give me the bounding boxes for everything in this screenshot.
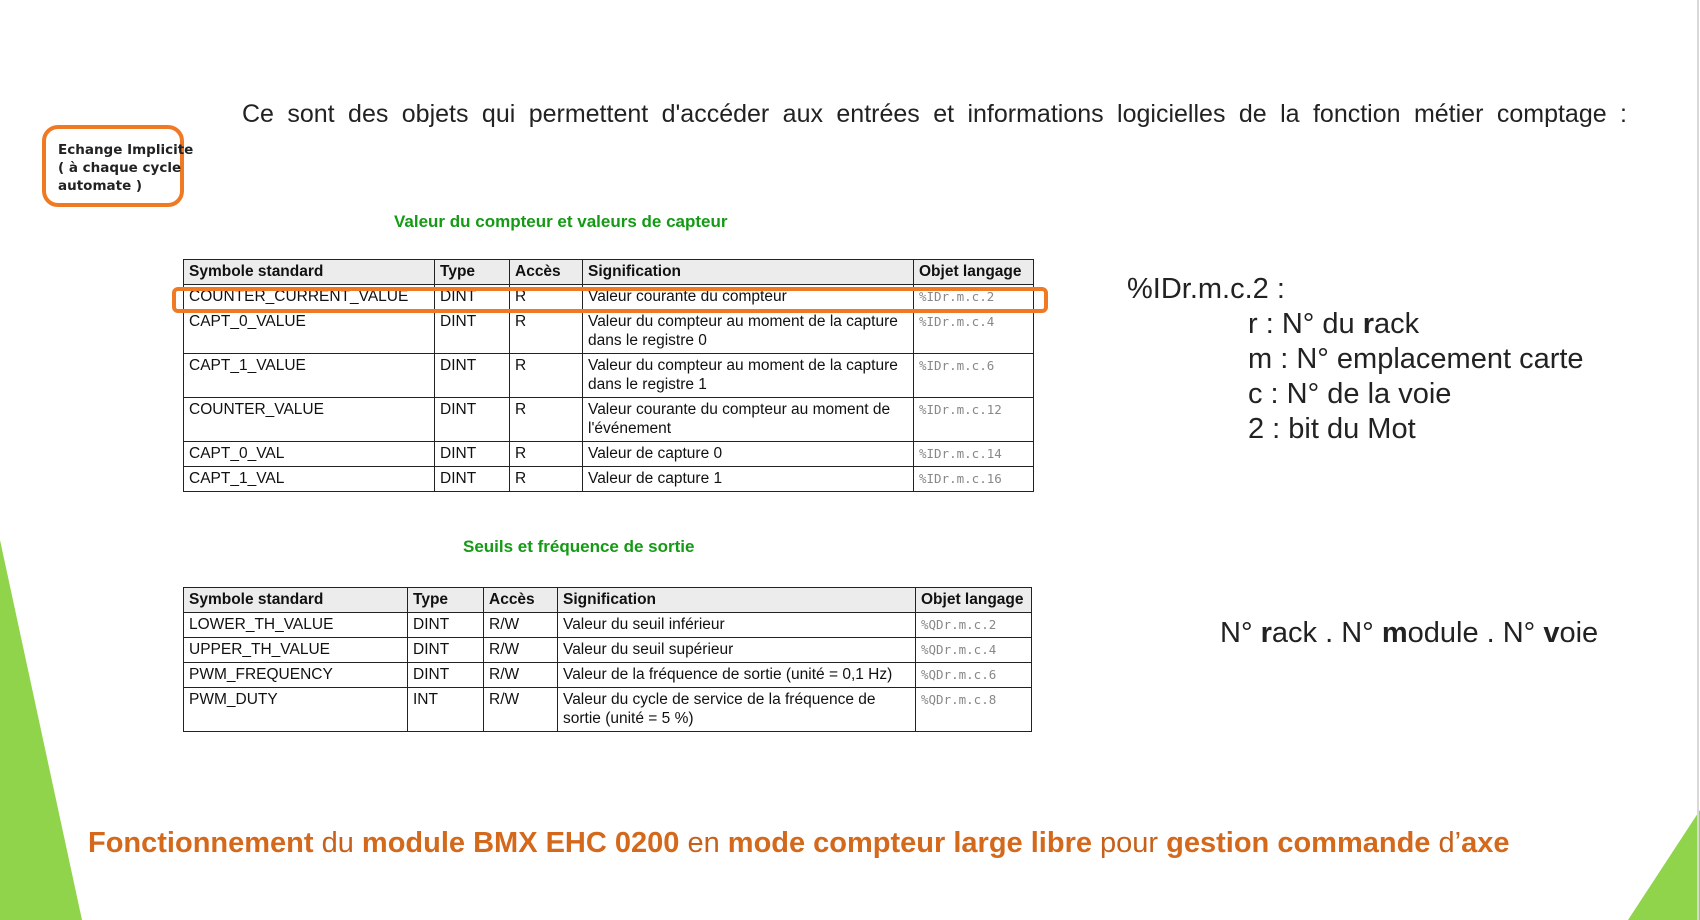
table-cell: COUNTER_VALUE	[184, 398, 435, 442]
badge-line: ( à chaque cycle	[58, 160, 182, 176]
table-cell: Valeur du seuil supérieur	[558, 638, 916, 663]
green-triangle-decoration-right	[1610, 0, 1700, 920]
table-row	[184, 613, 1032, 638]
text: oie	[1559, 617, 1599, 649]
table-row	[184, 442, 1034, 467]
table-cell: Valeur du cycle de service de la fréquence de sortie (unité = 5 %)	[558, 688, 916, 732]
table-cell: Valeur de la fréquence de sortie (unité = 0,1 Hz)	[558, 663, 916, 688]
badge-line: Echange Implicite	[58, 142, 194, 158]
table-cell: Valeur de capture 0	[583, 442, 914, 467]
table-cell: Valeur de capture 1	[583, 467, 914, 492]
badge-line: automate )	[58, 178, 143, 194]
footer-bold: axe	[1461, 827, 1510, 859]
table-row	[184, 467, 1034, 492]
column-header: Objet langage	[914, 260, 1034, 285]
table-cell: R	[510, 442, 583, 467]
footer-bold: mode compteur large libre	[727, 827, 1092, 859]
table-cell: R	[510, 354, 583, 398]
table-cell: DINT	[435, 398, 510, 442]
table-cell: R	[510, 467, 583, 492]
column-header: Type	[408, 588, 484, 613]
table-cell: DINT	[435, 310, 510, 354]
address-structure	[1220, 617, 1598, 650]
footer-bold: module BMX EHC 0200	[361, 827, 680, 859]
footer-text: pour	[1091, 827, 1167, 859]
footer-text: en	[679, 827, 728, 859]
column-header: Signification	[583, 260, 914, 285]
rack-text: r : N° du	[1248, 308, 1363, 340]
table-cell: Valeur du seuil inférieur	[558, 613, 916, 638]
table-cell: DINT	[408, 638, 484, 663]
table-cell: UPPER_TH_VALUE	[184, 638, 408, 663]
column-header: Accès	[510, 260, 583, 285]
thresholds-table	[183, 587, 1032, 732]
text: N°	[1220, 617, 1261, 649]
text: ack . N°	[1271, 617, 1382, 649]
table-cell: R/W	[484, 638, 558, 663]
table-cell: R/W	[484, 688, 558, 732]
text: odule . N°	[1407, 617, 1544, 649]
table-cell: %IDr.m.c.16	[914, 467, 1034, 492]
table-row	[184, 638, 1032, 663]
table-cell: Valeur du compteur au moment de la capture dans le registre 0	[583, 310, 914, 354]
bold-letter: m	[1381, 617, 1408, 649]
table-cell: Valeur courante du compteur	[583, 285, 914, 310]
table-cell: %QDr.m.c.6	[916, 663, 1032, 688]
table-cell: %QDr.m.c.8	[916, 688, 1032, 732]
table-cell: CAPT_0_VAL	[184, 442, 435, 467]
table-row	[184, 688, 1032, 732]
address-format: %IDr.m.c.2 :	[1127, 273, 1285, 305]
rack-explanation	[1127, 307, 1584, 342]
column-header: Objet langage	[916, 588, 1032, 613]
module-explanation: m : N° emplacement carte	[1248, 343, 1584, 375]
table-cell: %IDr.m.c.2	[914, 285, 1034, 310]
column-header: Type	[435, 260, 510, 285]
bold-letter: r	[1260, 617, 1272, 649]
implicit-exchange-badge	[42, 125, 194, 207]
table-cell: CAPT_0_VALUE	[184, 310, 435, 354]
rack-letter: r	[1362, 308, 1375, 340]
intro-text: Ce sont des objets qui permettent d'accéder aux entrées et informations logicielles de la fonction métier comptage :	[242, 100, 1627, 128]
table-cell: Valeur du compteur au moment de la capture dans le registre 1	[583, 354, 914, 398]
table-row	[184, 398, 1034, 442]
footer-bold: gestion commande	[1166, 827, 1431, 859]
table-cell: %QDr.m.c.2	[916, 613, 1032, 638]
row-highlight-box	[172, 287, 1048, 313]
slide-footer-title	[88, 827, 1509, 860]
table-cell: DINT	[408, 613, 484, 638]
column-header: Symbole standard	[184, 588, 408, 613]
table-cell: Valeur courante du compteur au moment de l'événement	[583, 398, 914, 442]
table-cell: %IDr.m.c.12	[914, 398, 1034, 442]
table2-title: Seuils et fréquence de sortie	[463, 537, 695, 556]
table-cell: %IDr.m.c.4	[914, 310, 1034, 354]
table-row	[184, 354, 1034, 398]
column-header: Symbole standard	[184, 260, 435, 285]
table-cell: R	[510, 398, 583, 442]
table-cell: PWM_FREQUENCY	[184, 663, 408, 688]
table1-title: Valeur du compteur et valeurs de capteur	[394, 212, 728, 231]
bit-explanation: 2 : bit du Mot	[1248, 413, 1416, 445]
table-header-row	[184, 588, 1032, 613]
table-cell: R/W	[484, 663, 558, 688]
table-cell: DINT	[408, 663, 484, 688]
table-cell: DINT	[435, 467, 510, 492]
channel-explanation: c : N° de la voie	[1248, 378, 1452, 410]
table-cell: R/W	[484, 613, 558, 638]
table-cell: PWM_DUTY	[184, 688, 408, 732]
table-cell: COUNTER_CURRENT_VALUE	[184, 285, 435, 310]
table-cell: DINT	[435, 285, 510, 310]
table-cell: DINT	[435, 442, 510, 467]
bold-letter: v	[1543, 617, 1560, 649]
table-cell: DINT	[435, 354, 510, 398]
address-legend	[1127, 272, 1584, 447]
table-cell: CAPT_1_VAL	[184, 467, 435, 492]
table-cell: %IDr.m.c.14	[914, 442, 1034, 467]
table-cell: %QDr.m.c.4	[916, 638, 1032, 663]
table-row	[184, 663, 1032, 688]
table-cell: R	[510, 285, 583, 310]
table-cell: INT	[408, 688, 484, 732]
table-cell: CAPT_1_VALUE	[184, 354, 435, 398]
table-cell: LOWER_TH_VALUE	[184, 613, 408, 638]
table-row	[184, 310, 1034, 354]
footer-text: du	[313, 827, 362, 859]
table-cell: R	[510, 310, 583, 354]
rack-text-end: ack	[1374, 308, 1420, 340]
footer-text: d’	[1430, 827, 1462, 859]
table-cell: %IDr.m.c.6	[914, 354, 1034, 398]
column-header: Accès	[484, 588, 558, 613]
footer-bold: Fonctionnement	[88, 827, 314, 859]
column-header: Signification	[558, 588, 916, 613]
table-header-row	[184, 260, 1034, 285]
